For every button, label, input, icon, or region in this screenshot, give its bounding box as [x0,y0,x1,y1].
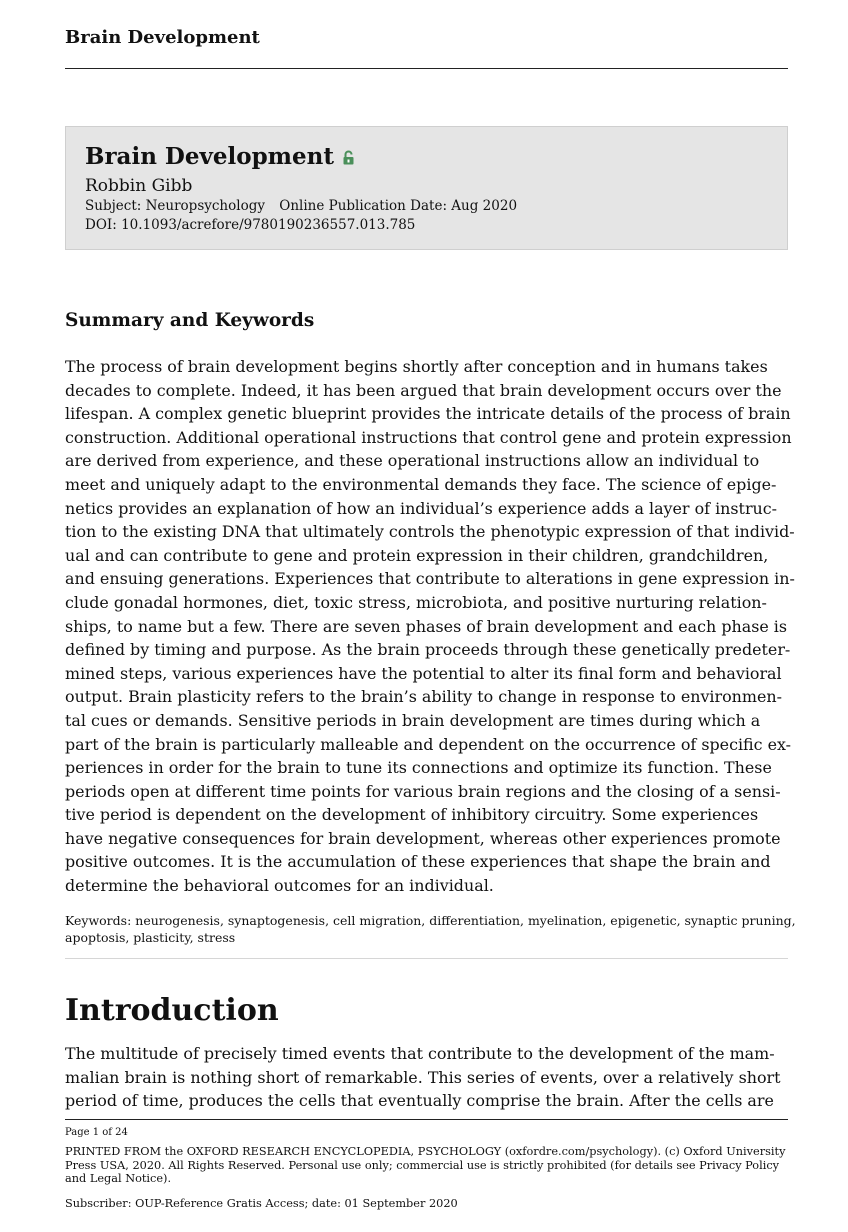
introduction-paragraph [65,1042,787,1113]
notice-line: and Legal Notice). [65,1172,172,1186]
intro-line: period of time, produces the cells that eventually comprise the brain. After the cells are [65,1091,774,1111]
subject-label: Subject: [85,198,142,214]
copyright-notice [65,1145,788,1186]
summary-paragraph [65,355,795,898]
summary-line: clude gonadal hormones, diet, toxic stress, microbiota, and positive nurturing relation- [65,592,767,612]
keywords [65,912,796,946]
summary-line: construction. Additional operational instructions that control gene and protein expression [65,427,792,447]
subject-value: Neuropsychology [145,198,265,214]
keywords-line: Keywords: neurogenesis, synaptogenesis, cell migration, differentiation, myelination, epigenetic, synaptic pruning, [65,913,796,928]
doi-label: DOI: [85,217,117,233]
doi-line [85,216,768,235]
summary-line: and ensuing generations. Experiences that contribute to alterations in gene expression in- [65,569,795,589]
pub-date-value: Aug 2020 [451,198,518,214]
article-title-row [85,143,768,171]
notice-line: Press USA, 2020. All Rights Reserved. Personal use only; commercial use is strictly prohibited (for details see Privacy Policy [65,1158,780,1172]
running-header: Brain Development [65,27,260,48]
article-metadata-box [65,126,788,250]
summary-line: The process of brain development begins shortly after conception and in humans takes [65,357,768,376]
summary-line: output. Brain plasticity refers to the brain’s ability to change in response to environmen- [65,687,782,707]
intro-line: The multitude of precisely timed events that contribute to the development of the mam- [65,1044,775,1063]
summary-line: have negative consequences for brain development, whereas other experiences promote [65,828,781,848]
author-name: Robbin Gibb [85,176,193,196]
pub-date-label: Online Publication Date: [279,198,447,214]
summary-line: periods open at different time points for various brain regions and the closing of a sensi- [65,781,781,801]
notice-line: PRINTED FROM the OXFORD RESEARCH ENCYCLOPEDIA, PSYCHOLOGY (oxfordre.com/psychology). (c) Oxford University [65,1145,786,1158]
summary-line: ships, to name but a few. There are seven phases of brain development and each phase is [65,616,788,636]
summary-line: positive outcomes. It is the accumulation of these experiences that shape the brain and [65,852,771,872]
subscriber-line: Subscriber: OUP-Reference Gratis Access; date: 01 September 2020 [65,1197,458,1210]
header-rule [65,68,788,69]
summary-line: periences in order for the brain to tune its connections and optimize its function. These [65,758,772,778]
open-access-lock-icon [343,150,354,165]
doi-value: 10.1093/acrefore/9780190236557.013.785 [121,217,416,233]
footer-rule [65,1119,788,1120]
summary-line: netics provides an explanation of how an individual’s experience adds a layer of instruc- [65,498,778,518]
introduction-heading: Introduction [65,993,279,1028]
summary-line: lifespan. A complex genetic blueprint provides the intricate details of the process of brain [65,404,791,424]
intro-line: malian brain is nothing short of remarkable. This series of events, over a relatively short [65,1067,781,1087]
page-number: Page 1 of 24 [65,1127,128,1138]
summary-line: meet and uniquely adapt to the environmental demands they face. The science of epige- [65,474,777,494]
summary-line: ual and can contribute to gene and protein expression in their children, grandchildren, [65,545,769,565]
keywords-line: apoptosis, plasticity, stress [65,930,236,945]
summary-line: defined by timing and purpose. As the brain proceeds through these genetically predeter- [65,640,791,660]
summary-line: part of the brain is particularly malleable and dependent on the occurrence of specific ex- [65,734,792,754]
subject-line [85,197,768,216]
summary-line: determine the behavioral outcomes for an individual. [65,876,494,896]
summary-line: tal cues or demands. Sensitive periods in brain development are times during which a [65,710,761,730]
summary-line: tive period is dependent on the development of inhibitory circuitry. Some experiences [65,805,759,825]
summary-line: are derived from experience, and these operational instructions allow an individual to [65,451,760,471]
summary-line: tion to the existing DNA that ultimately controls the phenotypic expression of that individ- [65,522,795,542]
summary-heading: Summary and Keywords [65,310,315,331]
summary-line: decades to complete. Indeed, it has been argued that brain development occurs over the [65,380,782,400]
keywords-divider [65,958,788,959]
summary-line: mined steps, various experiences have the potential to alter its final form and behavioral [65,663,782,683]
article-title: Brain Development [85,143,334,170]
